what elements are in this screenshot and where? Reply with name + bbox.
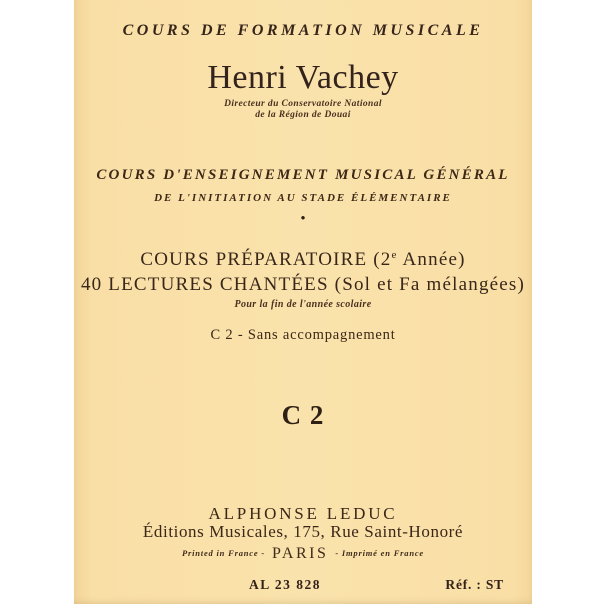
volume-label: C 2 (281, 400, 325, 430)
printed-in-france-label: Printed in France - (182, 548, 265, 558)
work-title-line1-tail: Année) (397, 249, 466, 270)
separator-dot: • (300, 211, 306, 227)
imprint-line (74, 546, 532, 563)
imprime-en-france-label: - Imprimé en France (335, 548, 424, 558)
work-title-line1 (74, 250, 532, 270)
author-subtitle-line1: Directeur du Conservatoire National (224, 99, 382, 109)
bottom-row (74, 577, 532, 593)
course-heading: COURS D'ENSEIGNEMENT MUSICAL GÉNÉRAL (96, 167, 510, 183)
work-title-line1-text: COURS PRÉPARATOIRE (2 (140, 249, 392, 270)
course-subheading: DE L'INITIATION AU STADE ÉLÉMENTAIRE (154, 192, 452, 204)
work-subtitle: Pour la fin de l'année scolaire (234, 299, 372, 310)
edition-note: C 2 - Sans accompagnement (210, 327, 396, 343)
author-name: Henri Vachey (207, 59, 399, 96)
publisher-name: ALPHONSE LEDUC (208, 504, 398, 523)
work-title-line2: 40 LECTURES CHANTÉES (Sol et Fa mélangées) (80, 274, 526, 295)
superscript-e: e (391, 249, 398, 261)
author-subtitle-line2: de la Région de Douai (255, 110, 351, 120)
publisher-address: Éditions Musicales, 175, Rue Saint-Honoré (142, 522, 464, 541)
reference-code: Réf. : ST (445, 577, 504, 592)
catalog-number: AL 23 828 (248, 577, 321, 592)
series-title: COURS DE FORMATION MUSICALE (122, 22, 484, 39)
book-cover-scan (74, 0, 532, 604)
publisher-city: PARIS (271, 545, 329, 562)
